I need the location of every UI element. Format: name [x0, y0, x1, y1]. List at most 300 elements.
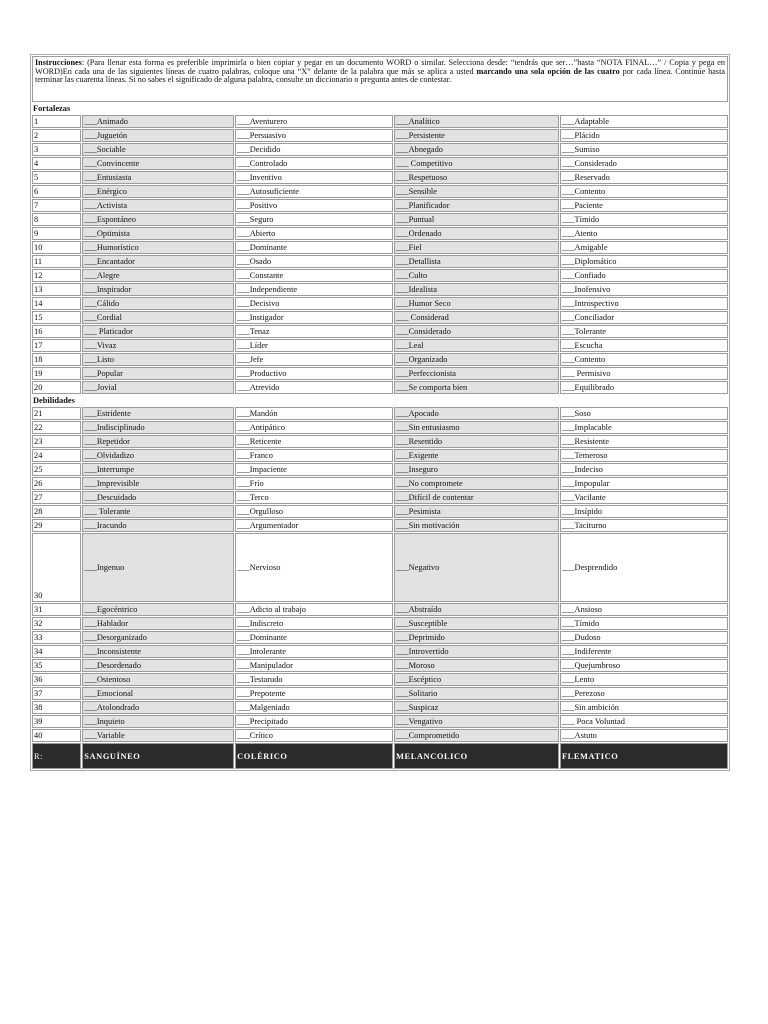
mark-blank[interactable]: ___ [561, 619, 575, 628]
word-option-cell[interactable] [82, 241, 234, 254]
word-option-cell[interactable] [560, 407, 728, 420]
mark-blank[interactable]: ___ [396, 675, 409, 684]
word-option-cell[interactable] [394, 477, 559, 490]
word-option-cell[interactable] [82, 311, 234, 324]
word-option-cell[interactable] [235, 645, 393, 658]
word-option-cell[interactable] [82, 199, 234, 212]
word-option-cell[interactable] [82, 519, 234, 532]
word-option-cell[interactable] [82, 673, 234, 686]
word-option-cell[interactable] [560, 269, 728, 282]
mark-blank[interactable]: ___ [84, 299, 97, 308]
word-option-cell[interactable] [560, 449, 728, 462]
word-option-cell[interactable] [82, 381, 234, 394]
mark-blank[interactable]: ___ [396, 243, 409, 252]
word-option-cell[interactable] [235, 491, 393, 504]
mark-blank[interactable]: ___ [561, 243, 575, 252]
word-option-cell[interactable] [235, 255, 393, 268]
word-option-cell[interactable] [235, 477, 393, 490]
word-option-cell[interactable] [82, 645, 234, 658]
mark-blank[interactable]: ___ [237, 661, 250, 670]
word-option-cell[interactable] [394, 227, 559, 240]
word-option-cell[interactable] [560, 687, 728, 700]
word-option-cell[interactable] [394, 157, 559, 170]
mark-blank[interactable]: ___ [237, 605, 250, 614]
word-option-cell[interactable] [82, 435, 234, 448]
word-option-cell[interactable] [394, 297, 559, 310]
mark-blank[interactable]: ___ [237, 507, 250, 516]
word-option-cell[interactable] [235, 659, 393, 672]
word-option-cell[interactable] [82, 143, 234, 156]
word-option-cell[interactable] [560, 477, 728, 490]
word-option-cell[interactable] [560, 199, 728, 212]
word-option-cell[interactable] [82, 463, 234, 476]
mark-blank[interactable]: ___ [84, 731, 97, 740]
mark-blank[interactable]: ___ [396, 717, 409, 726]
word-option-cell[interactable] [560, 185, 728, 198]
mark-blank[interactable]: ___ [396, 327, 409, 336]
mark-blank[interactable]: ___ [237, 369, 250, 378]
mark-blank[interactable]: ___ [84, 145, 97, 154]
word-option-cell[interactable] [82, 687, 234, 700]
mark-blank[interactable]: ___ [396, 465, 409, 474]
mark-blank[interactable]: ___ [561, 313, 575, 322]
mark-blank[interactable]: ___ [84, 215, 97, 224]
mark-blank[interactable]: ___ [237, 299, 250, 308]
mark-blank[interactable]: ___ [237, 731, 250, 740]
mark-blank[interactable]: ___ [237, 437, 250, 446]
word-option-cell[interactable] [235, 729, 393, 742]
mark-blank[interactable]: ___ [84, 605, 97, 614]
mark-blank[interactable]: ___ [396, 215, 409, 224]
word-option-cell[interactable] [82, 603, 234, 616]
word-option-cell[interactable] [560, 283, 728, 296]
word-option-cell[interactable] [235, 297, 393, 310]
mark-blank[interactable]: ___ [396, 605, 409, 614]
word-option-cell[interactable] [560, 505, 728, 518]
word-option-cell[interactable] [235, 673, 393, 686]
mark-blank[interactable]: ___ [396, 257, 409, 266]
mark-blank[interactable]: ___ [396, 451, 409, 460]
word-option-cell[interactable] [394, 171, 559, 184]
word-option-cell[interactable] [560, 631, 728, 644]
word-option-cell[interactable] [560, 311, 728, 324]
word-option-cell[interactable] [235, 199, 393, 212]
word-option-cell[interactable] [82, 729, 234, 742]
word-option-cell[interactable] [235, 519, 393, 532]
word-option-cell[interactable] [560, 227, 728, 240]
mark-blank[interactable]: ___ [396, 619, 409, 628]
word-option-cell[interactable] [560, 381, 728, 394]
word-option-cell[interactable] [560, 339, 728, 352]
mark-blank[interactable]: ___ [396, 731, 409, 740]
word-option-cell[interactable] [235, 603, 393, 616]
word-option-cell[interactable] [560, 325, 728, 338]
word-option-cell[interactable] [560, 729, 728, 742]
mark-blank[interactable]: ___ [396, 409, 409, 418]
mark-blank[interactable]: ___ [396, 187, 409, 196]
mark-blank[interactable]: ___ [237, 521, 250, 530]
mark-blank[interactable]: ___ [237, 493, 250, 502]
mark-blank[interactable]: ___ [561, 633, 575, 642]
mark-blank[interactable]: ___ [237, 173, 250, 182]
word-option-cell[interactable] [235, 407, 393, 420]
word-option-cell[interactable] [394, 659, 559, 672]
mark-blank[interactable]: ___ [561, 451, 575, 460]
mark-blank[interactable]: ___ [84, 451, 97, 460]
mark-blank[interactable]: ___ [561, 563, 575, 572]
word-option-cell[interactable] [560, 367, 728, 380]
mark-blank[interactable]: ___ [84, 619, 97, 628]
word-option-cell[interactable] [560, 157, 728, 170]
word-option-cell[interactable] [394, 381, 559, 394]
mark-blank[interactable]: ___ [84, 131, 97, 140]
mark-blank[interactable]: ___ [561, 201, 575, 210]
word-option-cell[interactable] [394, 367, 559, 380]
word-option-cell[interactable] [82, 505, 234, 518]
word-option-cell[interactable] [235, 171, 393, 184]
word-option-cell[interactable] [82, 129, 234, 142]
mark-blank[interactable]: ___ [396, 117, 409, 126]
mark-blank[interactable]: ___ [561, 493, 575, 502]
word-option-cell[interactable] [82, 171, 234, 184]
mark-blank[interactable]: ___ [561, 327, 575, 336]
mark-blank[interactable]: ___ [561, 229, 575, 238]
mark-blank[interactable]: ___ [84, 661, 97, 670]
word-option-cell[interactable] [560, 701, 728, 714]
word-option-cell[interactable] [394, 255, 559, 268]
mark-blank[interactable]: ___ [84, 243, 97, 252]
word-option-cell[interactable] [235, 353, 393, 366]
word-option-cell[interactable] [560, 519, 728, 532]
mark-blank[interactable]: ___ [561, 271, 575, 280]
word-option-cell[interactable] [394, 199, 559, 212]
word-option-cell[interactable] [82, 339, 234, 352]
mark-blank[interactable]: ___ [561, 159, 575, 168]
word-option-cell[interactable] [560, 241, 728, 254]
word-option-cell[interactable] [394, 631, 559, 644]
mark-blank[interactable]: ___ [396, 661, 409, 670]
mark-blank[interactable]: ___ [84, 437, 97, 446]
word-option-cell[interactable] [394, 311, 559, 324]
word-option-cell[interactable] [560, 659, 728, 672]
word-option-cell[interactable] [560, 213, 728, 226]
mark-blank[interactable]: ___ [396, 271, 409, 280]
word-option-cell[interactable] [560, 533, 728, 602]
mark-blank[interactable]: ___ [237, 717, 250, 726]
word-option-cell[interactable] [394, 505, 559, 518]
word-option-cell[interactable] [394, 241, 559, 254]
word-option-cell[interactable] [82, 533, 234, 602]
mark-blank[interactable]: ___ [84, 341, 97, 350]
word-option-cell[interactable] [82, 157, 234, 170]
mark-blank[interactable]: ___ [84, 229, 97, 238]
mark-blank[interactable]: ___ [237, 647, 250, 656]
word-option-cell[interactable] [560, 463, 728, 476]
word-option-cell[interactable] [235, 339, 393, 352]
word-option-cell[interactable] [82, 631, 234, 644]
mark-blank[interactable]: ___ [396, 479, 409, 488]
mark-blank[interactable]: ___ [237, 465, 250, 474]
mark-blank[interactable]: ___ [84, 327, 97, 336]
mark-blank[interactable]: ___ [84, 187, 97, 196]
word-option-cell[interactable] [82, 255, 234, 268]
word-option-cell[interactable] [560, 115, 728, 128]
word-option-cell[interactable] [235, 157, 393, 170]
word-option-cell[interactable] [394, 463, 559, 476]
word-option-cell[interactable] [82, 367, 234, 380]
mark-blank[interactable]: ___ [237, 257, 250, 266]
mark-blank[interactable]: ___ [396, 493, 409, 502]
word-option-cell[interactable] [394, 435, 559, 448]
word-option-cell[interactable] [394, 491, 559, 504]
word-option-cell[interactable] [560, 297, 728, 310]
word-option-cell[interactable] [82, 353, 234, 366]
word-option-cell[interactable] [560, 435, 728, 448]
word-option-cell[interactable] [235, 435, 393, 448]
mark-blank[interactable]: ___ [396, 703, 409, 712]
word-option-cell[interactable] [560, 353, 728, 366]
mark-blank[interactable]: ___ [561, 507, 575, 516]
mark-blank[interactable]: ___ [237, 423, 250, 432]
mark-blank[interactable]: ___ [396, 423, 409, 432]
word-option-cell[interactable] [235, 129, 393, 142]
mark-blank[interactable]: ___ [396, 285, 409, 294]
word-option-cell[interactable] [394, 519, 559, 532]
word-option-cell[interactable] [235, 311, 393, 324]
word-option-cell[interactable] [560, 129, 728, 142]
mark-blank[interactable]: ___ [84, 159, 97, 168]
mark-blank[interactable]: ___ [561, 661, 575, 670]
mark-blank[interactable]: ___ [561, 437, 575, 446]
mark-blank[interactable]: ___ [237, 327, 250, 336]
mark-blank[interactable]: ___ [84, 689, 97, 698]
word-option-cell[interactable] [235, 381, 393, 394]
word-option-cell[interactable] [82, 701, 234, 714]
mark-blank[interactable]: ___ [396, 383, 409, 392]
mark-blank[interactable]: ___ [396, 647, 409, 656]
mark-blank[interactable]: ___ [84, 257, 97, 266]
word-option-cell[interactable] [235, 701, 393, 714]
word-option-cell[interactable] [82, 477, 234, 490]
mark-blank[interactable]: ___ [237, 689, 250, 698]
mark-blank[interactable]: ___ [237, 159, 250, 168]
mark-blank[interactable]: ___ [561, 717, 575, 726]
mark-blank[interactable]: ___ [237, 563, 250, 572]
mark-blank[interactable]: ___ [237, 187, 250, 196]
mark-blank[interactable]: ___ [396, 355, 409, 364]
mark-blank[interactable]: ___ [396, 437, 409, 446]
word-option-cell[interactable] [82, 297, 234, 310]
word-option-cell[interactable] [394, 729, 559, 742]
mark-blank[interactable]: ___ [561, 521, 575, 530]
word-option-cell[interactable] [394, 715, 559, 728]
mark-blank[interactable]: ___ [237, 633, 250, 642]
mark-blank[interactable]: ___ [561, 647, 575, 656]
mark-blank[interactable]: ___ [237, 215, 250, 224]
mark-blank[interactable]: ___ [561, 173, 575, 182]
mark-blank[interactable]: ___ [561, 187, 575, 196]
mark-blank[interactable]: ___ [561, 731, 575, 740]
word-option-cell[interactable] [82, 449, 234, 462]
mark-blank[interactable]: ___ [237, 355, 250, 364]
word-option-cell[interactable] [235, 449, 393, 462]
word-option-cell[interactable] [82, 213, 234, 226]
word-option-cell[interactable] [394, 115, 559, 128]
mark-blank[interactable]: ___ [237, 479, 250, 488]
mark-blank[interactable]: ___ [561, 409, 575, 418]
mark-blank[interactable]: ___ [84, 479, 97, 488]
mark-blank[interactable]: ___ [84, 423, 97, 432]
mark-blank[interactable]: ___ [561, 605, 575, 614]
mark-blank[interactable]: ___ [396, 507, 409, 516]
word-option-cell[interactable] [394, 449, 559, 462]
word-option-cell[interactable] [235, 715, 393, 728]
mark-blank[interactable]: ___ [237, 243, 250, 252]
mark-blank[interactable]: ___ [561, 383, 575, 392]
mark-blank[interactable]: ___ [396, 131, 409, 140]
mark-blank[interactable]: ___ [561, 341, 575, 350]
mark-blank[interactable]: ___ [396, 369, 409, 378]
mark-blank[interactable]: ___ [396, 313, 409, 322]
word-option-cell[interactable] [394, 701, 559, 714]
mark-blank[interactable]: ___ [396, 299, 409, 308]
mark-blank[interactable]: ___ [237, 131, 250, 140]
mark-blank[interactable]: ___ [561, 465, 575, 474]
mark-blank[interactable]: ___ [84, 465, 97, 474]
word-option-cell[interactable] [560, 603, 728, 616]
word-option-cell[interactable] [82, 185, 234, 198]
mark-blank[interactable]: ___ [561, 257, 575, 266]
mark-blank[interactable]: ___ [396, 173, 409, 182]
mark-blank[interactable]: ___ [561, 479, 575, 488]
word-option-cell[interactable] [560, 171, 728, 184]
mark-blank[interactable]: ___ [237, 145, 250, 154]
mark-blank[interactable]: ___ [237, 409, 250, 418]
mark-blank[interactable]: ___ [237, 383, 250, 392]
word-option-cell[interactable] [82, 269, 234, 282]
word-option-cell[interactable] [235, 631, 393, 644]
word-option-cell[interactable] [235, 421, 393, 434]
mark-blank[interactable]: ___ [84, 271, 97, 280]
mark-blank[interactable]: ___ [561, 285, 575, 294]
word-option-cell[interactable] [235, 185, 393, 198]
mark-blank[interactable]: ___ [84, 521, 97, 530]
word-option-cell[interactable] [560, 673, 728, 686]
word-option-cell[interactable] [82, 659, 234, 672]
word-option-cell[interactable] [235, 533, 393, 602]
mark-blank[interactable]: ___ [237, 117, 250, 126]
word-option-cell[interactable] [235, 269, 393, 282]
mark-blank[interactable]: ___ [237, 451, 250, 460]
mark-blank[interactable]: ___ [561, 689, 575, 698]
mark-blank[interactable]: ___ [84, 369, 97, 378]
mark-blank[interactable]: ___ [237, 341, 250, 350]
mark-blank[interactable]: ___ [237, 271, 250, 280]
mark-blank[interactable]: ___ [237, 703, 250, 712]
word-option-cell[interactable] [394, 353, 559, 366]
mark-blank[interactable]: ___ [84, 173, 97, 182]
mark-blank[interactable]: ___ [84, 493, 97, 502]
word-option-cell[interactable] [560, 421, 728, 434]
mark-blank[interactable]: ___ [237, 313, 250, 322]
mark-blank[interactable]: ___ [561, 675, 575, 684]
mark-blank[interactable]: ___ [561, 145, 575, 154]
word-option-cell[interactable] [394, 213, 559, 226]
mark-blank[interactable]: ___ [396, 145, 409, 154]
mark-blank[interactable]: ___ [84, 507, 97, 516]
word-option-cell[interactable] [394, 325, 559, 338]
mark-blank[interactable]: ___ [237, 285, 250, 294]
mark-blank[interactable]: ___ [84, 563, 97, 572]
mark-blank[interactable]: ___ [396, 159, 409, 168]
mark-blank[interactable]: ___ [561, 117, 575, 126]
word-option-cell[interactable] [235, 463, 393, 476]
word-option-cell[interactable] [82, 227, 234, 240]
word-option-cell[interactable] [394, 645, 559, 658]
word-option-cell[interactable] [82, 407, 234, 420]
mark-blank[interactable]: ___ [396, 633, 409, 642]
word-option-cell[interactable] [235, 283, 393, 296]
word-option-cell[interactable] [82, 617, 234, 630]
mark-blank[interactable]: ___ [84, 201, 97, 210]
mark-blank[interactable]: ___ [561, 355, 575, 364]
word-option-cell[interactable] [82, 491, 234, 504]
mark-blank[interactable]: ___ [84, 703, 97, 712]
mark-blank[interactable]: ___ [237, 675, 250, 684]
word-option-cell[interactable] [560, 715, 728, 728]
word-option-cell[interactable] [82, 715, 234, 728]
word-option-cell[interactable] [394, 603, 559, 616]
word-option-cell[interactable] [82, 115, 234, 128]
mark-blank[interactable]: ___ [561, 299, 575, 308]
mark-blank[interactable]: ___ [237, 619, 250, 628]
word-option-cell[interactable] [560, 491, 728, 504]
word-option-cell[interactable] [394, 143, 559, 156]
word-option-cell[interactable] [394, 687, 559, 700]
mark-blank[interactable]: ___ [84, 647, 97, 656]
word-option-cell[interactable] [560, 617, 728, 630]
mark-blank[interactable]: ___ [237, 201, 250, 210]
word-option-cell[interactable] [82, 325, 234, 338]
mark-blank[interactable]: ___ [561, 369, 575, 378]
mark-blank[interactable]: ___ [561, 423, 575, 432]
mark-blank[interactable]: ___ [396, 341, 409, 350]
mark-blank[interactable]: ___ [84, 633, 97, 642]
mark-blank[interactable]: ___ [84, 409, 97, 418]
word-option-cell[interactable] [235, 115, 393, 128]
mark-blank[interactable]: ___ [561, 131, 575, 140]
word-option-cell[interactable] [82, 283, 234, 296]
mark-blank[interactable]: ___ [396, 229, 409, 238]
word-option-cell[interactable] [394, 617, 559, 630]
word-option-cell[interactable] [235, 143, 393, 156]
word-option-cell[interactable] [235, 505, 393, 518]
word-option-cell[interactable] [394, 407, 559, 420]
mark-blank[interactable]: ___ [237, 229, 250, 238]
mark-blank[interactable]: ___ [396, 201, 409, 210]
mark-blank[interactable]: ___ [396, 689, 409, 698]
word-option-cell[interactable] [235, 325, 393, 338]
word-option-cell[interactable] [394, 269, 559, 282]
word-option-cell[interactable] [235, 367, 393, 380]
mark-blank[interactable]: ___ [561, 703, 575, 712]
mark-blank[interactable]: ___ [396, 563, 409, 572]
word-option-cell[interactable] [235, 227, 393, 240]
word-option-cell[interactable] [235, 687, 393, 700]
word-option-cell[interactable] [394, 283, 559, 296]
mark-blank[interactable]: ___ [84, 675, 97, 684]
mark-blank[interactable]: ___ [84, 117, 97, 126]
